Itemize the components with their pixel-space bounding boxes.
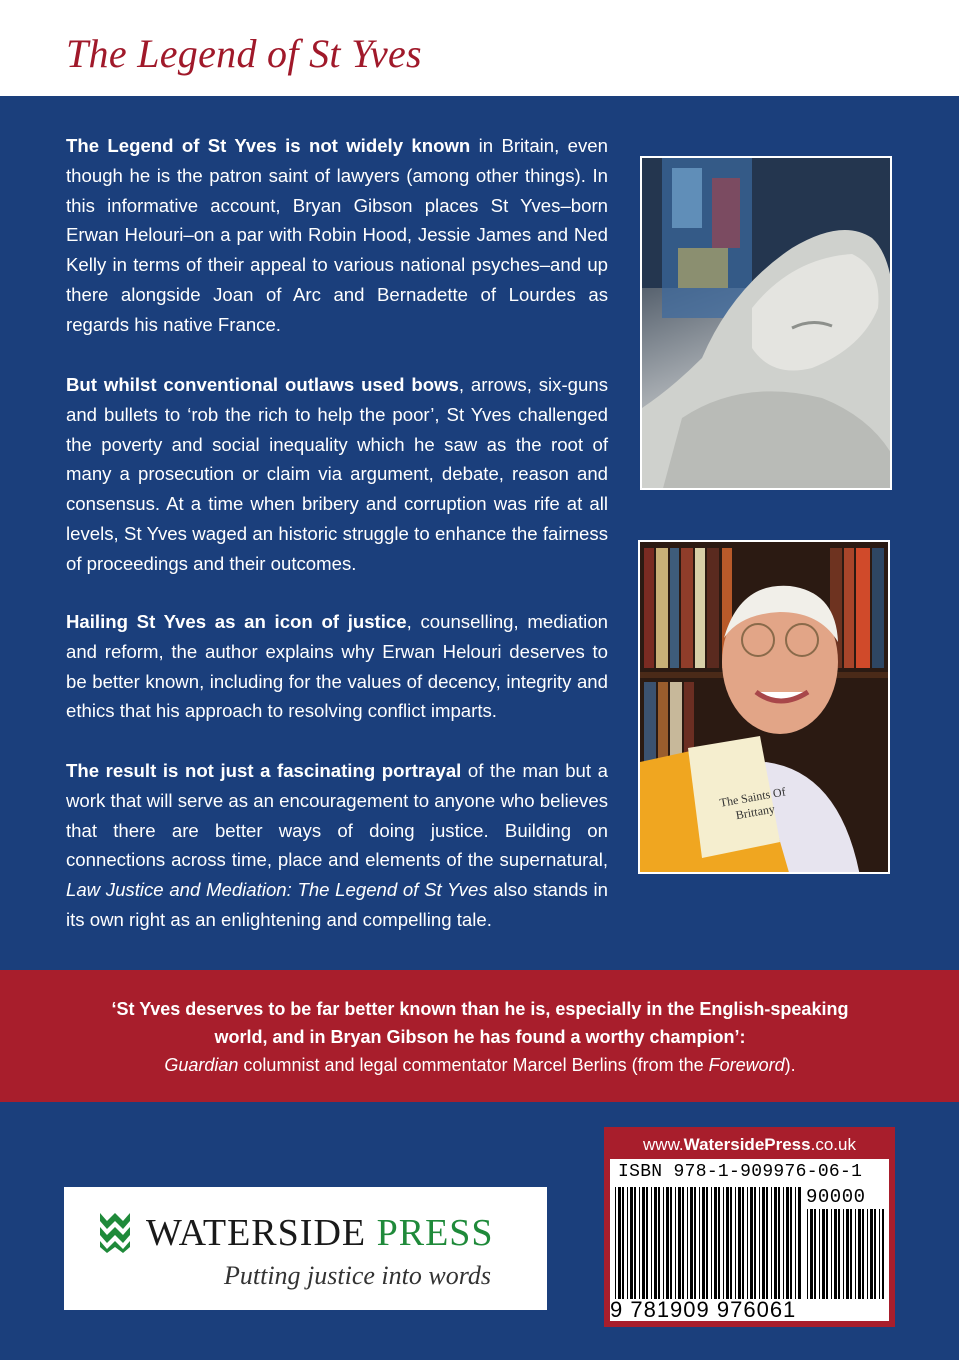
review-quote: [90, 995, 870, 1079]
barcode-bar: [654, 1187, 657, 1299]
barcode-bar: [838, 1209, 840, 1299]
page-title: The Legend of St Yves: [66, 31, 422, 76]
paragraph-4-lead: The result is not just a fascinating portrayal: [66, 760, 462, 781]
paragraph-2-lead: But whilst conventional outlaws used bows: [66, 374, 459, 395]
barcode-bar: [810, 1209, 813, 1299]
barcode-bar: [790, 1187, 792, 1299]
barcode-bar: [778, 1187, 780, 1299]
ean-digits: 9 781909 976061: [610, 1297, 797, 1322]
barcode-bar: [622, 1187, 624, 1299]
paragraph-4: [66, 756, 608, 935]
header-bar: [0, 0, 959, 96]
barcode-bar: [759, 1187, 760, 1299]
barcode-bar: [783, 1187, 784, 1299]
url-bold: WatersidePress: [683, 1135, 811, 1154]
publisher-name-dark: WATERSIDE: [146, 1212, 367, 1254]
paragraph-1: [66, 131, 608, 340]
barcode-bar: [874, 1209, 876, 1299]
barcode-bar: [795, 1187, 796, 1299]
paragraph-3-body: , counselling, mediation and reform, the author explains why Erwan Helouri deserves to be better known, including for the values of decency, integrity and ethics that his approach to resolving conflict imparts.: [66, 611, 608, 722]
barcode-bar: [618, 1187, 621, 1299]
barcode-bar: [742, 1187, 744, 1299]
paragraph-1-body: in Britain, even though he is the patron saint of lawyers (among other things). In this informative account, Bryan Gibson places St Yves–born Erwan Helouri–on a par with Robin Hood, Jessie James and Ned Kelly in terms of their appeal to various national psyches–and up there alongside Joan of Arc and Bernadette of Lourdes as regards his native France.: [66, 135, 608, 335]
barcode-bar: [682, 1187, 684, 1299]
barcode-bar: [634, 1187, 636, 1299]
barcode-bar: [630, 1187, 633, 1299]
author-photo: [638, 540, 890, 874]
barcode-bar: [855, 1209, 856, 1299]
barcode-bar: [858, 1209, 861, 1299]
statue-photo: [640, 156, 892, 490]
barcode-bar: [870, 1209, 873, 1299]
isbn-number: ISBN 978-1-909976-06-1: [618, 1162, 863, 1182]
barcode-bar: [723, 1187, 724, 1299]
barcode-bar: [834, 1209, 837, 1299]
barcode-bar: [714, 1187, 717, 1299]
paragraph-2: [66, 370, 608, 579]
barcode-bar: [762, 1187, 765, 1299]
waterside-wave-icon: [98, 1209, 132, 1253]
barcode-bar: [807, 1209, 808, 1299]
barcode-bar: [687, 1187, 688, 1299]
url-prefix: www.: [643, 1135, 684, 1154]
barcode-bar: [774, 1187, 777, 1299]
barcode-bar: [615, 1187, 616, 1299]
barcode-bar: [735, 1187, 736, 1299]
paragraph-2-body: , arrows, six-guns and bullets to ‘rob the rich to help the poor’, St Yves challenged the poverty and social inequality which he saw as the root of many a prosecution or claim via argument, debate, reason and consensus. At a time when bribery and corruption was rife at all levels, St Yves waged an historic struggle to enhance the fairness of proceedings and their outcomes.: [66, 374, 608, 574]
barcode-bar: [747, 1187, 748, 1299]
paragraph-3: [66, 607, 608, 726]
barcode-bar: [766, 1187, 768, 1299]
barcode-bar: [690, 1187, 693, 1299]
isbn-block: [604, 1127, 895, 1327]
barcode-bar: [639, 1187, 640, 1299]
barcode-bar: [882, 1209, 884, 1299]
barcode-bar: [738, 1187, 741, 1299]
barcode-bar: [814, 1209, 816, 1299]
barcode-bar: [798, 1187, 801, 1299]
barcode-bar: [730, 1187, 732, 1299]
paragraph-4-tail: also stands in its own right as an enlightening and compelling tale.: [66, 879, 608, 930]
author-illustration: [640, 542, 890, 874]
statue-illustration: [642, 158, 892, 490]
barcode-bar: [843, 1209, 844, 1299]
barcode-bar: [819, 1209, 820, 1299]
url-suffix: .co.uk: [810, 1135, 856, 1154]
book-title-italic: Law Justice and Mediation: The Legend of St Yves: [66, 879, 488, 901]
barcode-bar: [658, 1187, 660, 1299]
barcode-bar: [663, 1187, 664, 1299]
barcode-bar: [831, 1209, 832, 1299]
barcode-bar: [627, 1187, 628, 1299]
barcode-bar: [666, 1187, 669, 1299]
barcode-bar: [822, 1209, 825, 1299]
publisher-logo: [64, 1187, 547, 1310]
barcode-bar: [702, 1187, 705, 1299]
barcode-bar: [694, 1187, 696, 1299]
paragraph-4-body: of the man but a work that will serve as an encouragement to anyone who believes that there are better ways of doing justice. Building on connections across time, place and elements of the supernatural,: [66, 760, 608, 871]
barcode-bar: [699, 1187, 700, 1299]
quote-source-mid: columnist and legal commentator Marcel Berlins (from the: [238, 1055, 709, 1075]
barcode-bar: [786, 1187, 789, 1299]
barcode-bar: [850, 1209, 852, 1299]
barcode-panel: [610, 1159, 889, 1321]
publisher-url: [604, 1135, 895, 1155]
barcode-bar: [675, 1187, 676, 1299]
addon-barcode-icon: [806, 1209, 884, 1299]
barcode-bar: [642, 1187, 645, 1299]
barcode-bar: [711, 1187, 712, 1299]
publisher-name: [146, 1211, 494, 1255]
barcode-bar: [718, 1187, 720, 1299]
barcode-bar: [754, 1187, 756, 1299]
barcode-bar: [862, 1209, 864, 1299]
barcode-icon: [614, 1187, 802, 1299]
isbn-addon-code: 90000: [806, 1186, 866, 1208]
publisher-name-green: PRESS: [376, 1212, 494, 1254]
barcode-bar: [706, 1187, 708, 1299]
barcode-bar: [726, 1187, 729, 1299]
book-cover-text: The Saints Of Brittany: [718, 784, 787, 823]
quote-foreword: Foreword: [708, 1055, 785, 1075]
paragraph-3-lead: Hailing St Yves as an icon of justice: [66, 611, 407, 632]
barcode-bar: [670, 1187, 672, 1299]
barcode-bar: [678, 1187, 681, 1299]
quote-text: ‘St Yves deserves to be far better known than he is, especially in the English-speaking world, and in Bryan Gibson he has found a worthy champion’:: [111, 999, 849, 1047]
barcode-bar: [846, 1209, 849, 1299]
barcode-bar: [750, 1187, 753, 1299]
barcode-bar: [646, 1187, 648, 1299]
barcode-bar: [771, 1187, 772, 1299]
quote-source-end: ).: [784, 1055, 796, 1075]
barcode-bar: [651, 1187, 652, 1299]
quote-source-publication: Guardian: [164, 1055, 239, 1075]
paragraph-1-lead: The Legend of St Yves is not widely known: [66, 135, 471, 156]
publisher-tagline: Putting justice into words: [224, 1261, 491, 1290]
barcode-bar: [879, 1209, 880, 1299]
barcode-bar: [867, 1209, 868, 1299]
barcode-bar: [826, 1209, 828, 1299]
